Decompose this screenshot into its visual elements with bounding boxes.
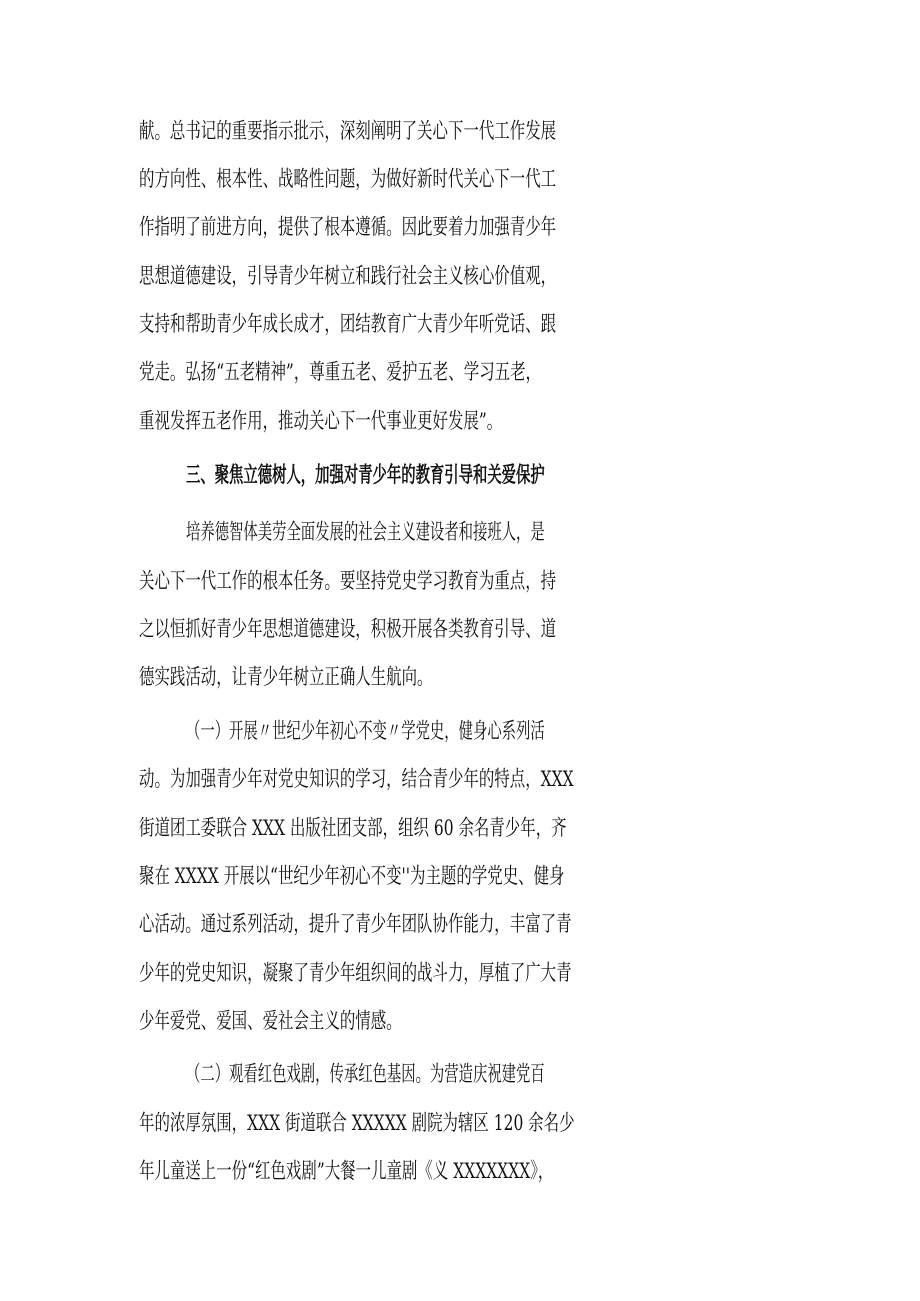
text-line: 之以恒抓好青少年思想道德建设，积极开展各类教育引导、道 [139, 617, 557, 642]
text-line: 献。总书记的重要指示批示，深刻阐明了关心下一代工作发展 [139, 119, 557, 144]
text-line: 动。为加强青少年对党史知识的学习，结合青少年的特点，XXX [139, 767, 574, 792]
text-line: 的方向性、根本性、战略性问题，为做好新时代关心下一代工 [139, 167, 557, 192]
text-line: 少年爱党、爱国、爱社会主义的情感。 [139, 1009, 402, 1034]
text-line: 思想道德建设，引导青少年树立和践行社会主义核心价值观， [139, 264, 557, 289]
text-line: （二）观看红色戏剧，传承红色基因。为营造庆祝建党百 [186, 1062, 545, 1087]
text-line: 年儿童送上一份“红色戏剧”大餐一儿童剧《义 XXXXXXX》， [139, 1159, 554, 1184]
text-line: 年的浓厚氛围，XXX 街道联合 XXXXX 剧院为辖区 120 余名少 [139, 1111, 575, 1136]
text-line: 支持和帮助青少年成长成才，团结教育广大青少年听党话、跟 [139, 312, 557, 337]
text-line: 重视发挥五老作用，推动关心下一代事业更好发展”。 [139, 409, 503, 434]
text-line: 培养德智体美劳全面发展的社会主义建设者和接班人，是 [186, 520, 545, 545]
text-line: 街道团工委联合 XXX 出版社团支部，组织 60 余名青少年，齐 [139, 816, 567, 841]
text-line: 关心下一代工作的根本任务。要坚持党史学习教育为重点，持 [139, 569, 557, 594]
text-line: （一）开展〃世纪少年初心不变〃学党史，健身心系列活 [186, 719, 545, 744]
text-line: 党走。弘扬“五老精神”，尊重五老、爱护五老、学习五老， [139, 360, 542, 385]
text-line: 作指明了前进方向，提供了根本遵循。因此要着力加强青少年 [139, 215, 557, 240]
text-line: 少年的党史知识，凝聚了青少年组织间的战斗力，厚植了广大青 [139, 961, 572, 986]
section-heading: 三、聚焦立德树人，加强对青少年的教育引导和关爱保护 [186, 463, 545, 488]
text-line: 聚在 XXXX 开展以“世纪少年初心不变''为主题的学党史、健身 [139, 864, 565, 889]
text-line: 心活动。通过系列活动，提升了青少年团队协作能力，丰富了青 [139, 912, 572, 937]
text-line: 德实践活动，让青少年树立正确人生航向。 [139, 665, 433, 690]
